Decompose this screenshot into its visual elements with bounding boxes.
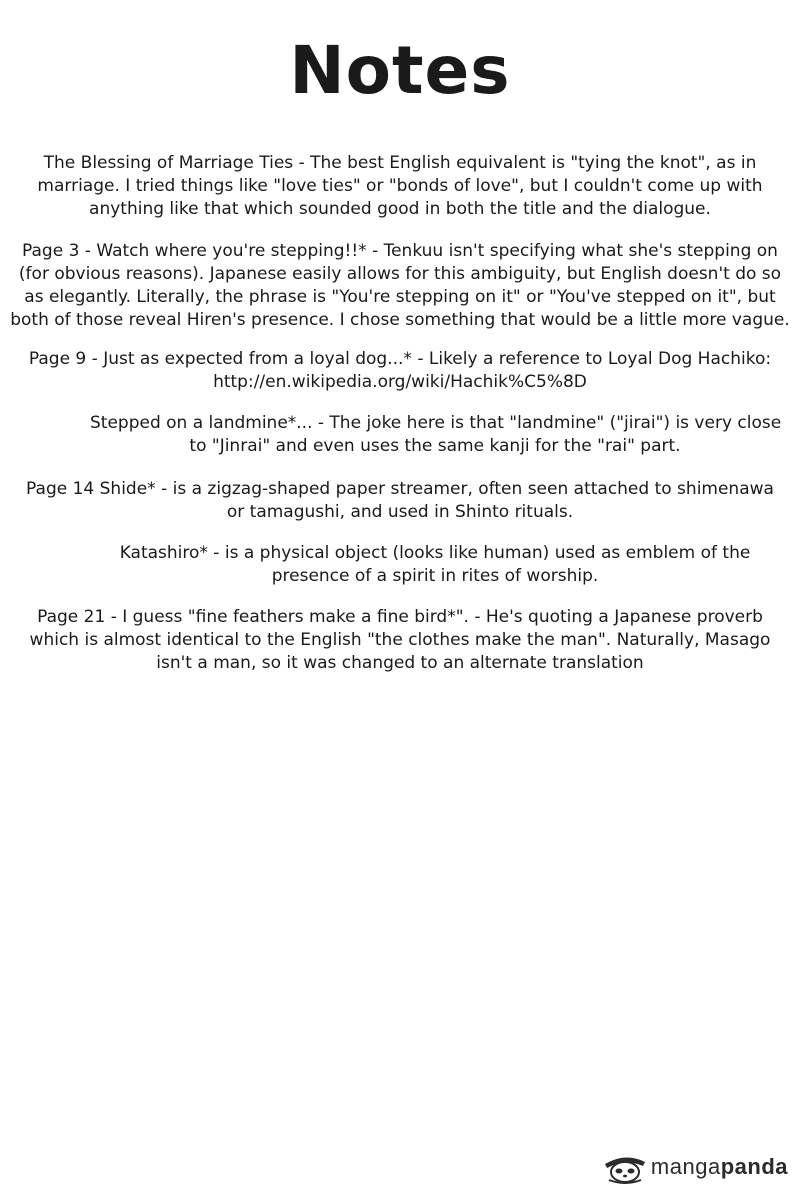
note-line: (for obvious reasons). Japanese easily allows for this ambiguity, but English doesn't do so	[18, 264, 782, 284]
page-title: Notes	[289, 32, 511, 109]
mangapanda-logo	[603, 1150, 788, 1184]
note-line: Stepped on a landmine*... - The joke here is that "landmine" ("jirai") is very close	[90, 413, 782, 433]
note-katashiro	[100, 542, 770, 588]
note-line: which is almost identical to the English "the clothes make the man". Naturally, Masago	[29, 630, 771, 650]
note-line: The Blessing of Marriage Ties - The best English equivalent is "tying the knot", as in	[43, 153, 757, 173]
note-page-21	[20, 606, 780, 675]
note-landmine	[90, 412, 780, 458]
note-line: Page 14 Shide* - is a zigzag-shaped paper streamer, often seen attached to shimenawa	[26, 479, 774, 499]
panda-face-icon	[603, 1150, 647, 1184]
note-line: marriage. I tried things like "love ties" or "bonds of love", but I couldn't come up with	[37, 176, 763, 196]
note-line: to "Jinrai" and even uses the same kanji for the "rai" part.	[189, 436, 681, 456]
note-link: http://en.wikipedia.org/wiki/Hachik%C5%8D	[213, 372, 587, 392]
note-line: isn't a man, so it was changed to an alternate translation	[156, 653, 644, 673]
note-line: Katashiro* - is a physical object (looks like human) used as emblem of the	[119, 543, 751, 563]
note-page-14	[20, 478, 780, 524]
note-line: Page 3 - Watch where you're stepping!!* - Tenkuu isn't specifying what she's stepping on	[22, 241, 778, 261]
logo-text-manga: manga	[650, 1154, 721, 1179]
note-page-3	[10, 240, 790, 332]
logo-text-panda: panda	[720, 1154, 788, 1179]
note-line: as elegantly. Literally, the phrase is "You're stepping on it" or "You've stepped on it", but	[24, 287, 776, 307]
note-line: both of those reveal Hiren's presence. I chose something that would be a little more vague.	[10, 310, 790, 330]
note-line: presence of a spirit in rites of worship.	[271, 566, 599, 586]
note-marriage-ties	[20, 152, 780, 221]
logo-text	[651, 1154, 788, 1180]
note-page-9	[20, 348, 780, 394]
note-line: or tamagushi, and used in Shinto rituals.	[226, 502, 574, 522]
note-line: Page 21 - I guess "fine feathers make a fine bird*". - He's quoting a Japanese proverb	[37, 607, 763, 627]
note-line: anything like that which sounded good in both the title and the dialogue.	[89, 199, 711, 219]
note-line: Page 9 - Just as expected from a loyal dog...* - Likely a reference to Loyal Dog Hachiko:	[28, 349, 772, 369]
